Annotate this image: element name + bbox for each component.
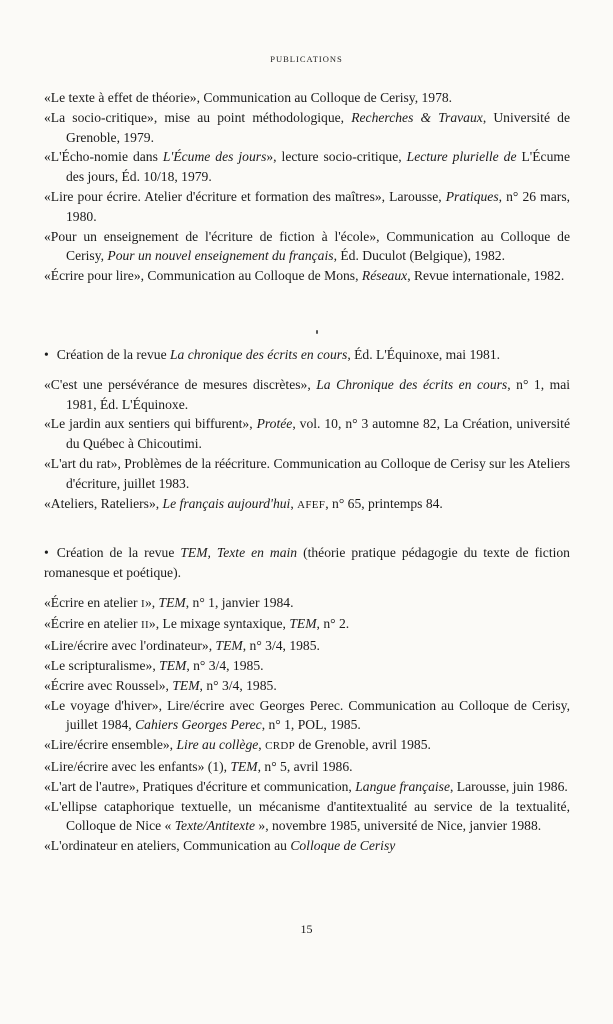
italic-title: Texte/Antitexte — [174, 818, 256, 834]
italic-title: TEM — [215, 638, 243, 654]
publication-entry — [44, 614, 570, 636]
italic-title: La Chronique des écrits en cours — [316, 376, 508, 392]
entry-text: «Écrire en atelier — [44, 616, 141, 632]
bullet-icon: • — [44, 347, 49, 362]
publication-entry — [44, 636, 570, 656]
publication-entry — [44, 777, 570, 797]
entry-text: , n° 2. — [316, 616, 350, 632]
italic-title: La chronique des écrits en cours — [170, 347, 348, 362]
publication-section-tem — [44, 543, 570, 856]
publication-entry — [44, 414, 570, 454]
entry-text: «L'art du rat», Problèmes de la réécriture. Communication au Colloque de Cerisy sur les Ateliers d'écriture, juillet 1983. — [44, 455, 570, 491]
entry-text: , n° 3/4, 1985. — [242, 638, 320, 654]
small-caps-text: AFEF — [297, 498, 326, 511]
publication-entry — [44, 227, 570, 267]
italic-title: Lecture plurielle de — [406, 149, 517, 165]
italic-title: Langue française — [355, 778, 450, 794]
entry-text: , vol. 10, n° 3 automne 82, La Création, université du Québec à Chicoutimi. — [66, 416, 570, 452]
entry-text: , n° 5, avril 1986. — [257, 758, 353, 774]
publication-entry — [44, 266, 570, 286]
entry-text: «Écrire avec Roussel», — [44, 677, 173, 693]
section-intro-tem — [44, 543, 570, 583]
italic-title: Cahiers Georges Perec — [135, 717, 262, 733]
publication-list-3 — [44, 593, 570, 856]
entry-text: «L'ellipse cataphorique textuelle, un mécanisme d'antitextualité au service de la textualité, Colloque de Nice « — [44, 798, 570, 834]
section-intro-chronique — [44, 345, 570, 365]
entry-text: », lecture socio-critique, — [266, 149, 407, 165]
entry-text: , n° 3/4, 1985. — [186, 657, 264, 673]
bullet-icon: • — [44, 545, 49, 560]
italic-title: TEM, Texte en main — [180, 545, 298, 560]
entry-text: «C'est une persévérance de mesures discrètes», — [44, 376, 317, 392]
italic-title: Lire au collège — [176, 737, 259, 753]
entry-text: , Université de Grenoble, 1979. — [66, 109, 570, 145]
publication-entry — [44, 147, 570, 187]
small-caps-text: CRDP — [265, 740, 296, 753]
entry-text: «Le voyage d'hiver», Lire/écrire avec Georges Perec. Communication au Colloque de Cerisy, juillet 1984, — [44, 697, 570, 733]
italic-title: Pratiques — [445, 188, 499, 204]
entry-text: , n° 3/4, 1985. — [199, 677, 277, 693]
italic-title: Le français aujourd'hui — [162, 495, 291, 511]
italic-title: Réseaux — [361, 268, 408, 284]
italic-title: Colloque de Cerisy — [290, 838, 396, 854]
entry-text: «Lire pour écrire. Atelier d'écriture et formation des maîtres», Larousse, — [44, 188, 446, 204]
publication-entry — [44, 494, 570, 516]
entry-text: , — [290, 495, 298, 511]
entry-text: », Le mixage syntaxique, — [148, 616, 290, 632]
entry-text: , n° 1, janvier 1984. — [185, 594, 294, 610]
entry-text: de Grenoble, avril 1985. — [295, 737, 431, 753]
paper-speck — [316, 330, 318, 334]
entry-text: «Pour un enseignement de l'écriture de fiction à l'école», Communication au Colloque de Cerisy, — [44, 228, 570, 264]
entry-text: , n° 26 mars, 1980. — [66, 188, 571, 224]
publication-entry — [44, 454, 570, 494]
entry-text: , — [258, 737, 266, 753]
entry-text: , Éd. Duculot (Belgique), 1982. — [333, 248, 505, 264]
entry-text: «Lire/écrire avec les enfants» (1), — [44, 758, 231, 774]
entry-text: , Larousse, juin 1986. — [450, 778, 568, 794]
entry-text: «L'Écho-nomie dans — [44, 149, 163, 165]
publication-section-chronique — [44, 345, 570, 515]
publication-entry — [44, 836, 570, 856]
publication-list-2 — [44, 375, 570, 516]
publication-entry — [44, 696, 570, 736]
entry-text: (théorie pratique pédagogie du texte de fiction romanesque et poétique). — [44, 545, 570, 580]
entry-text: «Écrire pour lire», Communication au Colloque de Mons, — [44, 268, 362, 284]
entry-text: «Le jardin aux sentiers qui biffurent», — [44, 416, 257, 432]
italic-title: TEM — [172, 677, 200, 693]
entry-text: «Ateliers, Rateliers», — [44, 495, 163, 511]
publication-entry — [44, 735, 570, 757]
page-number: 15 — [300, 922, 313, 936]
italic-title: Pour un nouvel enseignement du français — [107, 248, 334, 264]
publication-entry — [44, 88, 570, 108]
small-caps-text: I — [140, 597, 145, 610]
publication-entry — [44, 108, 570, 148]
entry-text: «Écrire en atelier — [44, 594, 141, 610]
entry-text: Création de la revue — [56, 545, 181, 560]
entry-text: , Revue internationale, 1982. — [407, 268, 565, 284]
entry-text: «La socio-critique», mise au point méthodologique, — [44, 109, 352, 125]
entry-text: , n° 1, mai 1981, Éd. L'Équinoxe. — [66, 376, 571, 412]
publication-entry — [44, 676, 570, 696]
entry-text: «Le scripturalisme», — [44, 657, 160, 673]
entry-text: », novembre 1985, université de Nice, janvier 1988. — [255, 818, 542, 834]
running-head: PUBLICATIONS — [270, 54, 343, 64]
italic-title: TEM — [159, 657, 187, 673]
italic-title: Recherches & Travaux — [351, 109, 483, 125]
entry-text: «L'ordinateur en ateliers, Communication au — [44, 838, 291, 854]
italic-title: L'Écume des jours — [162, 149, 267, 165]
publication-list-1 — [44, 88, 570, 286]
entry-text: «L'art de l'autre», Pratiques d'écriture et communication, — [44, 778, 356, 794]
publication-entry — [44, 593, 570, 615]
entry-text: L'Écume des jours, Éd. 10/18, 1979. — [66, 149, 570, 185]
publication-entry — [44, 375, 570, 415]
entry-text: «Le texte à effet de théorie», Communication au Colloque de Cerisy, 1978. — [44, 90, 453, 105]
entry-text: «Lire/écrire ensemble», — [44, 737, 177, 753]
small-caps-text: II — [140, 619, 149, 632]
italic-title: Protée — [256, 416, 293, 432]
italic-title: TEM — [230, 758, 258, 774]
entry-text: , n° 1, POL, 1985. — [261, 717, 361, 733]
italic-title: TEM — [158, 594, 186, 610]
entry-text: , Éd. L'Équinoxe, mai 1981. — [347, 347, 501, 362]
publication-entry — [44, 656, 570, 676]
entry-text: », — [144, 594, 159, 610]
entry-text: «Lire/écrire avec l'ordinateur», — [44, 638, 216, 654]
publication-entry — [44, 187, 570, 227]
publication-entry — [44, 797, 570, 837]
publication-entry — [44, 757, 570, 777]
italic-title: TEM — [289, 616, 317, 632]
entry-text: , n° 65, printemps 84. — [325, 495, 443, 511]
entry-text: Création de la revue — [56, 347, 170, 362]
